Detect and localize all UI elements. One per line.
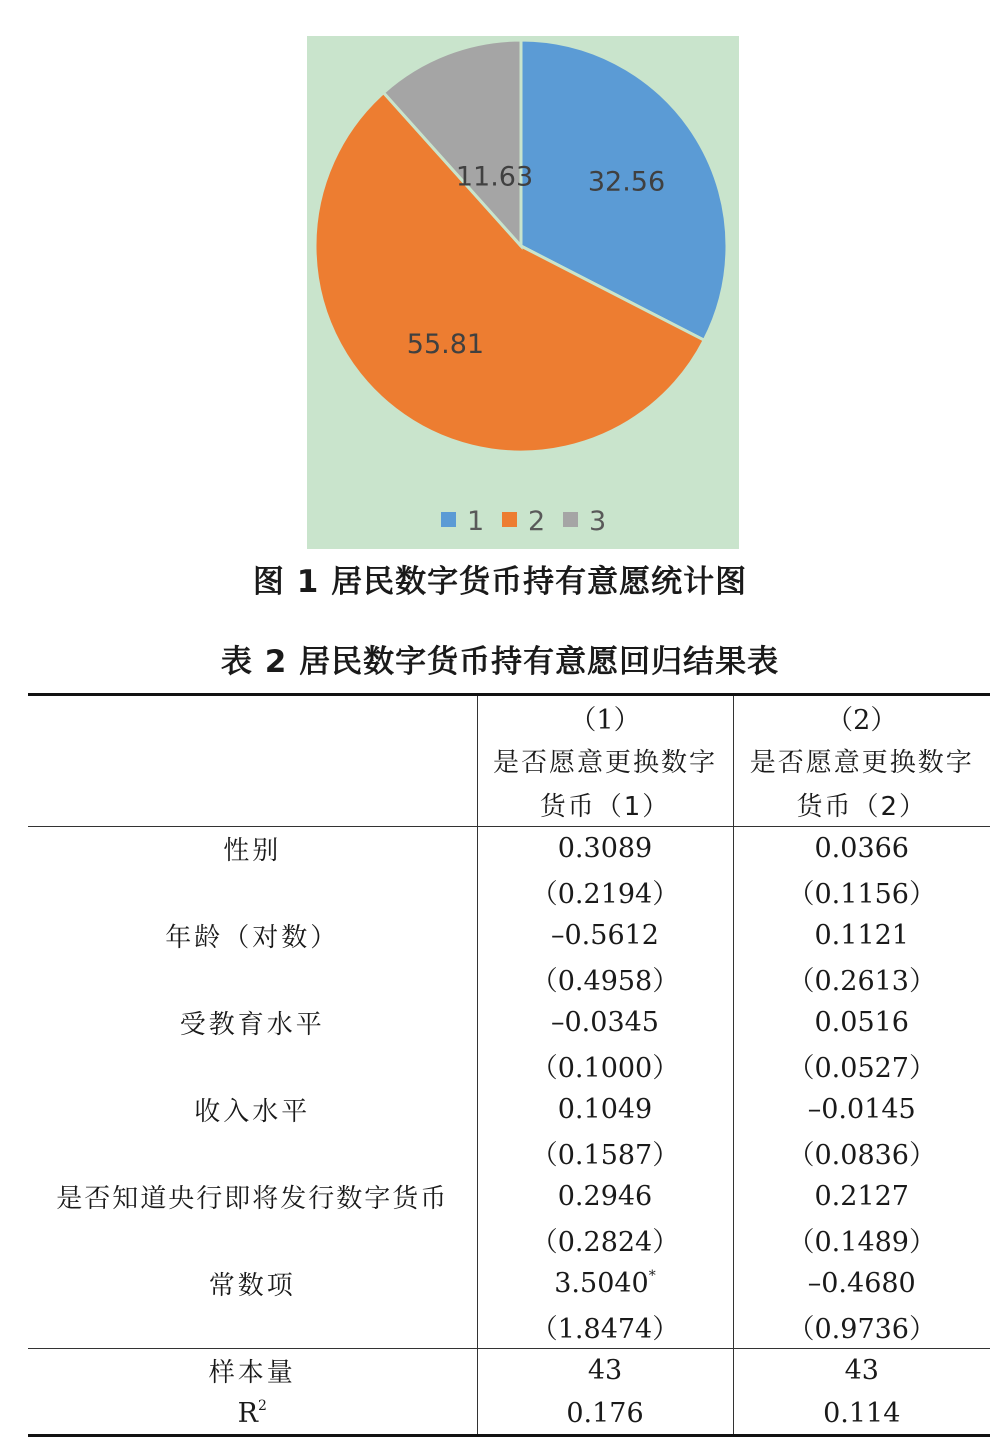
column-1-title: 是否愿意更换数字 <box>492 748 717 778</box>
figure-caption: 图 1 居民数字货币持有意愿统计图 <box>252 564 748 600</box>
se-cell: （0.9736） <box>733 1305 990 1349</box>
se-cell: （0.2824） <box>477 1218 733 1262</box>
coef-cell: 0.3089 <box>477 827 733 871</box>
table-row <box>28 1088 990 1132</box>
variable-label: 收入水平 <box>194 1096 311 1127</box>
footer-cell: 0.176 <box>477 1392 733 1436</box>
coef-cell: 0.0516 <box>733 1001 990 1045</box>
coef-cell: –0.0345 <box>477 1001 733 1045</box>
footer-label-sup: 2 <box>257 1397 267 1414</box>
table-row <box>28 1131 990 1175</box>
column-2-number: （2） <box>733 695 990 739</box>
se-cell: （0.0527） <box>733 1044 990 1088</box>
se-cell: （0.4958） <box>477 957 733 1001</box>
significance-marker: * <box>648 1267 656 1284</box>
variable-label: 性别 <box>223 836 282 866</box>
regression-results-table <box>28 693 990 1437</box>
se-cell: （0.1587） <box>477 1131 733 1175</box>
table-row <box>28 1262 990 1306</box>
legend-label-1: 1 <box>467 506 485 537</box>
table-row <box>28 870 990 914</box>
coef-cell: 0.1049 <box>477 1088 733 1132</box>
table-row <box>28 914 990 958</box>
coef-cell: –0.0145 <box>733 1088 990 1132</box>
table-row <box>28 1349 990 1393</box>
se-cell: （0.1489） <box>733 1218 990 1262</box>
se-cell: （0.0836） <box>733 1131 990 1175</box>
coef-cell: –0.4680 <box>733 1262 990 1306</box>
coef-cell: 0.2127 <box>733 1175 990 1219</box>
coef-cell <box>477 1262 733 1306</box>
coef-cell: 0.1121 <box>733 914 990 958</box>
table-row <box>28 1305 990 1349</box>
column-1-title-cont: 货币（1） <box>539 791 671 822</box>
coef-cell: –0.5612 <box>477 914 733 958</box>
footer-cell: 0.114 <box>733 1392 990 1436</box>
coef-cell: 0.2946 <box>477 1175 733 1219</box>
header-empty-cell <box>28 695 477 739</box>
table-caption: 表 2 居民数字货币持有意愿回归结果表 <box>220 644 780 680</box>
variable-label: 是否知道央行即将发行数字货币 <box>56 1183 449 1214</box>
legend-swatch-3 <box>563 512 578 527</box>
column-2-title: 是否愿意更换数字 <box>749 748 974 778</box>
se-cell: （0.1156） <box>733 870 990 914</box>
table-row <box>28 1001 990 1045</box>
footer-label: 样本量 <box>208 1358 296 1388</box>
se-cell: （0.2194） <box>477 870 733 914</box>
variable-label: 常数项 <box>208 1270 296 1301</box>
slice-value-label: 11.63 <box>455 161 534 193</box>
table-row <box>28 1392 990 1436</box>
coef-value: 3.5040 <box>554 1267 649 1299</box>
table-row <box>28 957 990 1001</box>
column-1-number: （1） <box>477 695 733 739</box>
table-row <box>28 1044 990 1088</box>
footer-cell: 43 <box>733 1349 990 1393</box>
variable-label: 受教育水平 <box>179 1009 325 1040</box>
pie-chart-panel <box>307 36 739 549</box>
column-2-title-cont: 货币（2） <box>796 791 928 822</box>
slice-value-label: 32.56 <box>587 166 666 198</box>
slice-value-label: 55.81 <box>406 328 485 360</box>
se-cell: （1.8474） <box>477 1305 733 1349</box>
legend-label-3: 3 <box>589 506 607 537</box>
table-row <box>28 827 990 871</box>
se-cell: （0.2613） <box>733 957 990 1001</box>
se-cell: （0.1000） <box>477 1044 733 1088</box>
variable-label: 年龄（对数） <box>165 922 340 953</box>
legend-swatch-1 <box>441 512 456 527</box>
table-row <box>28 1175 990 1219</box>
coef-cell: 0.0366 <box>733 827 990 871</box>
legend-swatch-2 <box>502 512 517 527</box>
table-row <box>28 1218 990 1262</box>
pie-chart <box>307 36 739 549</box>
legend-label-2: 2 <box>528 506 546 537</box>
footer-cell: 43 <box>477 1349 733 1393</box>
footer-label: R <box>237 1397 258 1429</box>
